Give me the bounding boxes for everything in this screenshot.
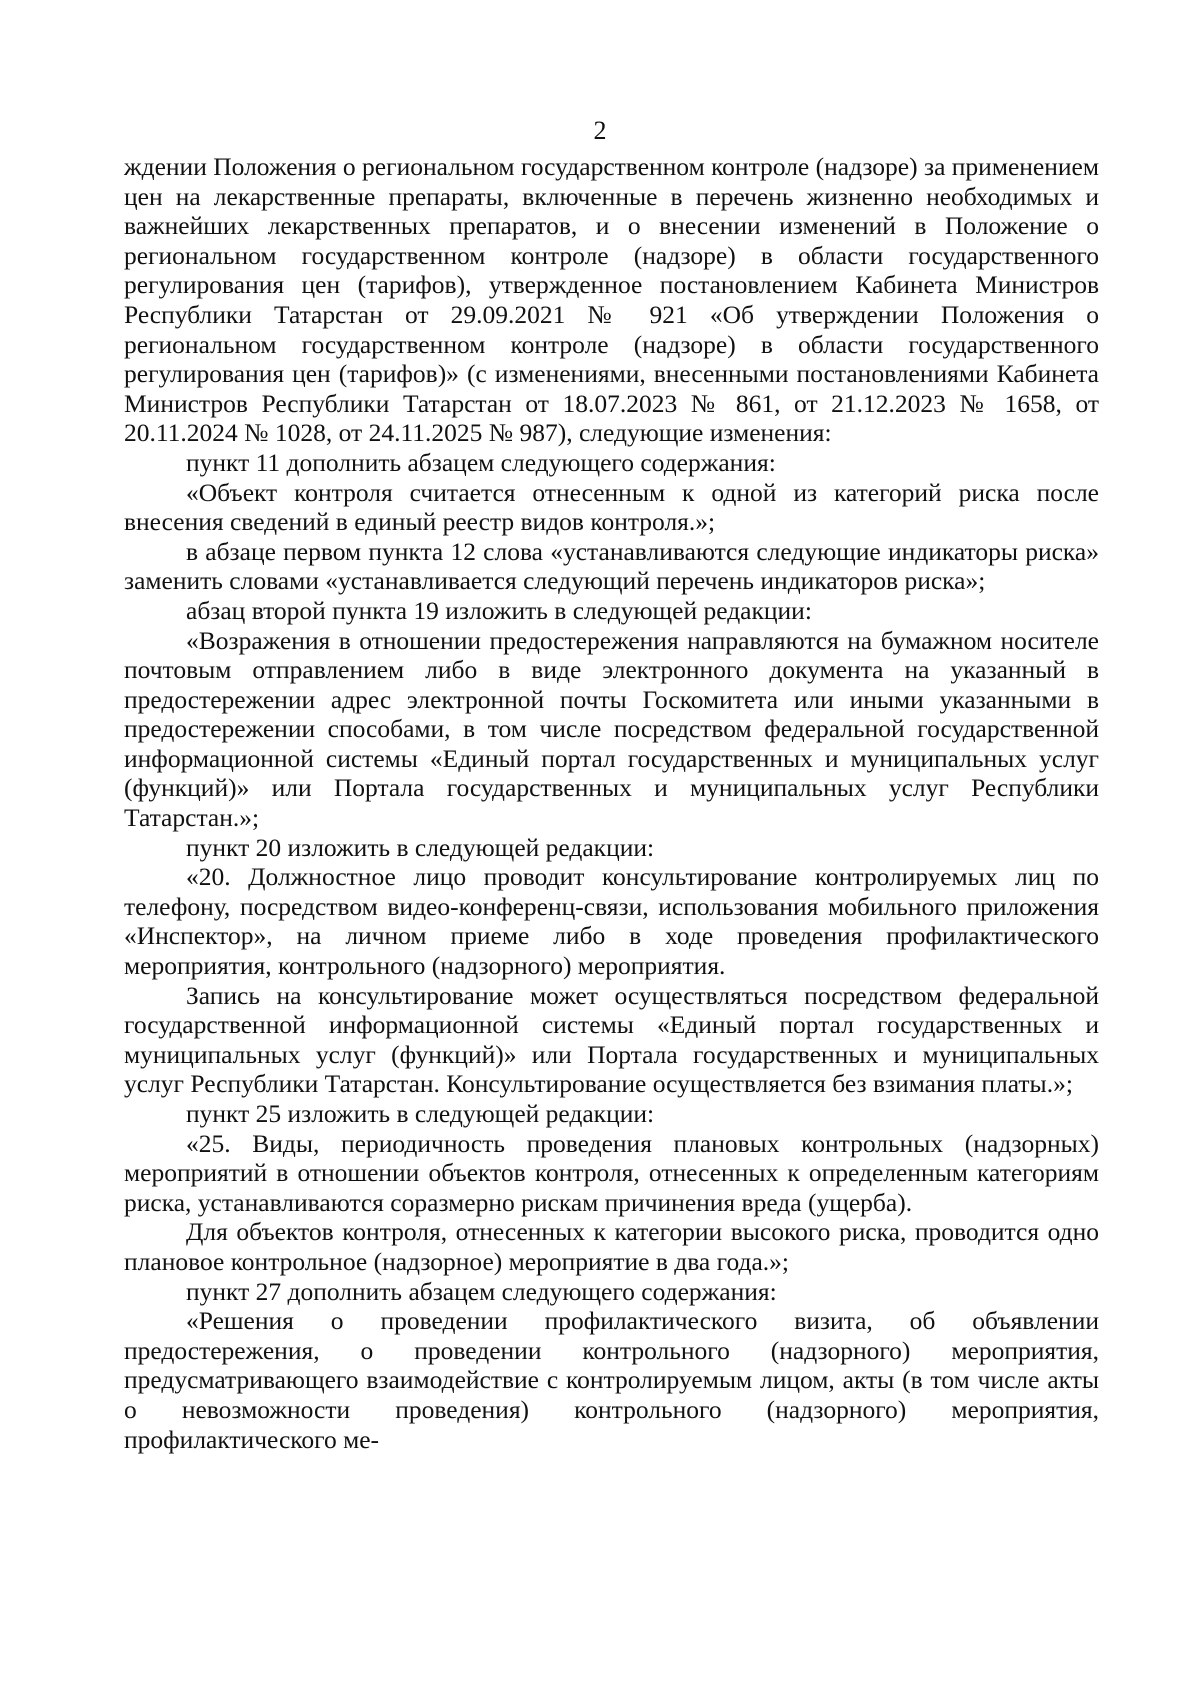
page-number: 2 [593, 116, 607, 145]
paragraph-quote-20a: «20. Должностное лицо проводит консультирование контролируемых лиц по телефону, посредством видео-конференц-связи, использования мобильного приложения «Инспектор», на личном приеме либо в ходе проведения профилактического мероприятия, контрольного (надзорного) мероприятия. [124, 862, 1099, 981]
paragraph-quote-25b: Для объектов контроля, отнесенных к категории высокого риска, проводится одно плановое контрольное (надзорное) мероприятие в два года.»; [124, 1217, 1099, 1276]
paragraph-quote-19: «Возражения в отношении предостережения направляются на бумажном носителе почтовым отправлением либо в виде электронного документа на указанный в предостережении адрес электронной почты Госкомитета или иными указанными в предостережении способами, в том числе посредством федеральной государственной информационной системы «Единый портал государственных и муниципальных услуг (функций)» или Портала государственных и муниципальных услуг Республики Татарстан.»; [124, 625, 1099, 833]
paragraph-item-25: пункт 25 изложить в следующей редакции: [186, 1099, 655, 1128]
paragraph-item-11: пункт 11 дополнить абзацем следующего содержания: [186, 447, 776, 477]
paragraph-continuation: ждении Положения о региональном государственном контроле (надзоре) за применением цен на лекарственные препараты, включенные в перечень жизненно необходимых и важнейших лекарственных препаратов, и о внесении изменений в Положение о региональном государственном контроле (надзоре) в области государственного регулирования цен (тарифов), утвержденное постановлением Кабинета Министров Республики Татарстан от 29.09.2021 № 921 «Об утверждении Положения о региональном государственном контроле (надзоре) в области государственного регулирования цен (тарифов)» (с изменениями, внесенными постановлениями Кабинета Министров Республики Татарстан от 18.07.2023 № 861, от 21.12.2023 № 1658, от 20.11.2024 № 1028, от 24.11.2025 № 987), следующие изменения: [124, 152, 1099, 448]
paragraph-item-27: пункт 27 дополнить абзацем следующего содержания: [186, 1276, 777, 1306]
paragraph-quote-11: «Объект контроля считается отнесенным к одной из категорий риска после внесения сведений в единый реестр видов контроля.»; [124, 477, 1099, 537]
paragraph-quote-25a: «25. Виды, периодичность проведения плановых контрольных (надзорных) мероприятий в отношении объектов контроля, отнесенных к определенным категориям риска, устанавливаются соразмерно рискам причинения вреда (ущерба). [124, 1128, 1099, 1217]
paragraph-item-12: в абзаце первом пункта 12 слова «устанавливаются следующие индикаторы риска» заменить словами «устанавливается следующий перечень индикаторов риска»; [124, 536, 1099, 596]
paragraph-item-20: пункт 20 изложить в следующей редакции: [186, 832, 655, 862]
paragraph-quote-27: «Решения о проведении профилактического визита, об объявлении предостережения, о проведении контрольного (надзорного) мероприятия, предусматривающего взаимодействие с контролируемым лицом, акты (в том числе акты о невозможности проведения) контрольного (надзорного) мероприятия, профилактического ме- [124, 1306, 1099, 1454]
paragraph-quote-20b: Запись на консультирование может осуществляться посредством федеральной государственной информационной системы «Единый портал государственных и муниципальных услуг (функций)» или Портала государственных и муниципальных услуг Республики Татарстан. Консультирование осуществляется без взимания платы.»; [124, 980, 1099, 1099]
document-body [124, 152, 1099, 1454]
paragraph-item-19: абзац второй пункта 19 изложить в следующей редакции: [186, 595, 812, 625]
